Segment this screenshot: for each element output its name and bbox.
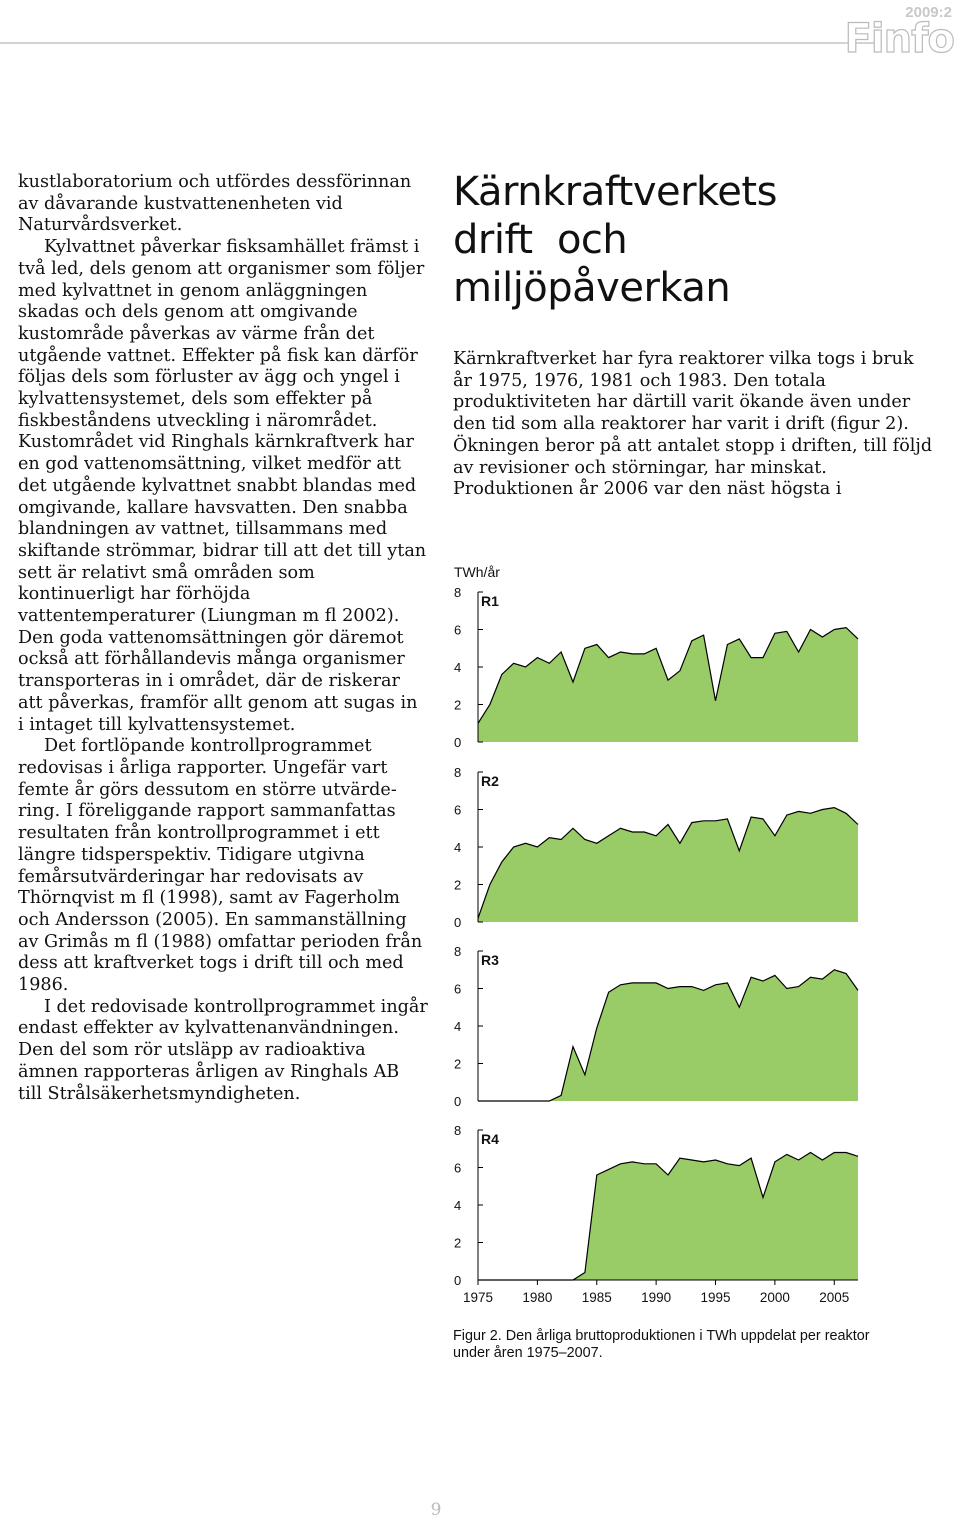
body-paragraph: I det redovisade kontrollprogrammet ingår endast effekter av kylvattenanvändningen. Den del som rör utsläpp av radioaktiva ämnen rapporteras årligen av Ringhals AB till Strålsäkerhetsmyndigheten. <box>18 996 428 1104</box>
y-tick-label: 8 <box>454 585 462 600</box>
production-chart <box>440 555 920 1315</box>
y-tick-label: 4 <box>454 840 462 855</box>
x-tick-label: 1985 <box>581 1290 612 1305</box>
figure-caption: Figur 2. Den årliga bruttoproduktionen i TWh uppdelat per reaktor under åren 1975–2007. <box>453 1328 870 1361</box>
series-label: R2 <box>481 773 499 789</box>
y-tick-label: 0 <box>454 735 462 750</box>
section-heading <box>453 168 933 312</box>
reactor-panel-r3 <box>454 944 858 1109</box>
y-tick-label: 8 <box>454 765 462 780</box>
body-paragraph: Kylvattnet påverkar fisksamhället främst i två led, dels genom att organismer som följer med kylvattnet in genom anläggningen skadas och dels genom att omgivande kustområde påverkas av värme från det utgående vattnet. Effekter på fisk kan därför följas dels som förluster av ägg och yngel i kylvattensystemet, dels som effekter på fiskbeståndens utveckling i närområdet. Kustområdet vid Ringhals kärnkraftverk har en god vattenomsättning, vilket medför att det utgående kylvattnet snabbt blandas med omgivande, kallare havsvatten. Den snabba blandningen av vattnet, tillsammans med skiftande strömmar, bidrar till att det till ytan sett är relativt små områden som kontinuerligt har förhöjda vattentemperaturer (Liungman m fl 2002). Den goda vattenomsättningen gör däremot också att förhållandevis många organismer transporteras in i området, där de riskerar att påverkas, framför allt genom att sugas in i intaget till kylvattensystemet. <box>18 237 427 735</box>
x-tick-label: 2000 <box>759 1290 790 1305</box>
series-label: R4 <box>481 1131 499 1147</box>
body-paragraph: kustlaboratorium och utfördes dessförinnan av dåvarande kustvattenenheten vid Naturvårdsverket. <box>18 172 412 236</box>
heading-line: drift och <box>453 217 628 263</box>
left-column <box>18 172 428 1105</box>
finfo-logo <box>844 4 954 64</box>
y-tick-label: 4 <box>454 660 462 675</box>
logo-wordmark: Finfo <box>844 16 954 62</box>
body-paragraph: Det fortlöpande kontrollprogrammet redovisas i årliga rapporter. Ungefär vart femte år görs dessutom en större utvärdering. I föreliggande rapport sammanfattas resultaten från kontrollprogrammet i ett längre tidsperspektiv. Tidigare utgivna femårsutvärderingar har redovisats av Thörnqvist m fl (1998), samt av Fagerholm och Andersson (2005). En sammanställning av Grimås m fl (1988) omfattar perioden från dess att kraftverket togs i drift till och med 1986. <box>18 736 423 996</box>
y-tick-label: 0 <box>454 1273 462 1288</box>
y-tick-label: 2 <box>454 877 462 893</box>
series-area <box>478 1153 858 1281</box>
series-label: R3 <box>481 952 499 968</box>
y-tick-label: 2 <box>454 1056 462 1072</box>
intro-paragraph: Kärnkraftverket har fyra reaktorer vilka togs i bruk år 1975, 1976, 1981 och 1983. Den totala produktiviteten har därtill varit ökande även under den tid som alla reaktorer har varit i drift (figur 2). Ökningen beror på att antalet stopp i driften, till följd av revisioner och störningar, har minskat. Produktionen år 2006 var den näst högsta i <box>453 349 933 500</box>
y-tick-label: 8 <box>454 1123 462 1138</box>
y-tick-label: 2 <box>454 1235 462 1251</box>
y-tick-label: 6 <box>454 622 462 638</box>
series-area <box>478 970 858 1101</box>
heading-line: miljöpåverkan <box>453 265 731 311</box>
y-tick-label: 6 <box>454 802 462 818</box>
y-tick-label: 4 <box>454 1019 462 1034</box>
x-tick-label: 1980 <box>522 1290 553 1305</box>
y-tick-label: 0 <box>454 1094 462 1109</box>
y-tick-label: 6 <box>454 981 462 997</box>
series-area <box>478 628 858 742</box>
page-number: 9 <box>430 1500 442 1520</box>
issue-badge: 2009:2 <box>905 4 952 21</box>
y-tick-label: 0 <box>454 915 462 930</box>
reactor-panel-r2 <box>454 765 858 930</box>
y-tick-label: 4 <box>454 1198 462 1213</box>
reactor-panel-r1 <box>454 585 858 750</box>
header-rule <box>0 42 880 44</box>
series-label: R1 <box>481 593 499 609</box>
y-tick-label: 6 <box>454 1160 462 1176</box>
x-tick-label: 2005 <box>819 1290 850 1305</box>
x-tick-label: 1990 <box>641 1290 672 1305</box>
y-tick-label: 2 <box>454 697 462 713</box>
x-tick-label: 1995 <box>700 1290 731 1305</box>
y-tick-label: 8 <box>454 944 462 959</box>
heading-line: Kärnkraftverkets <box>453 169 777 215</box>
unit-label: TWh/år <box>454 564 500 580</box>
x-tick-label: 1975 <box>462 1290 494 1305</box>
reactor-panel-r4 <box>454 1123 858 1288</box>
